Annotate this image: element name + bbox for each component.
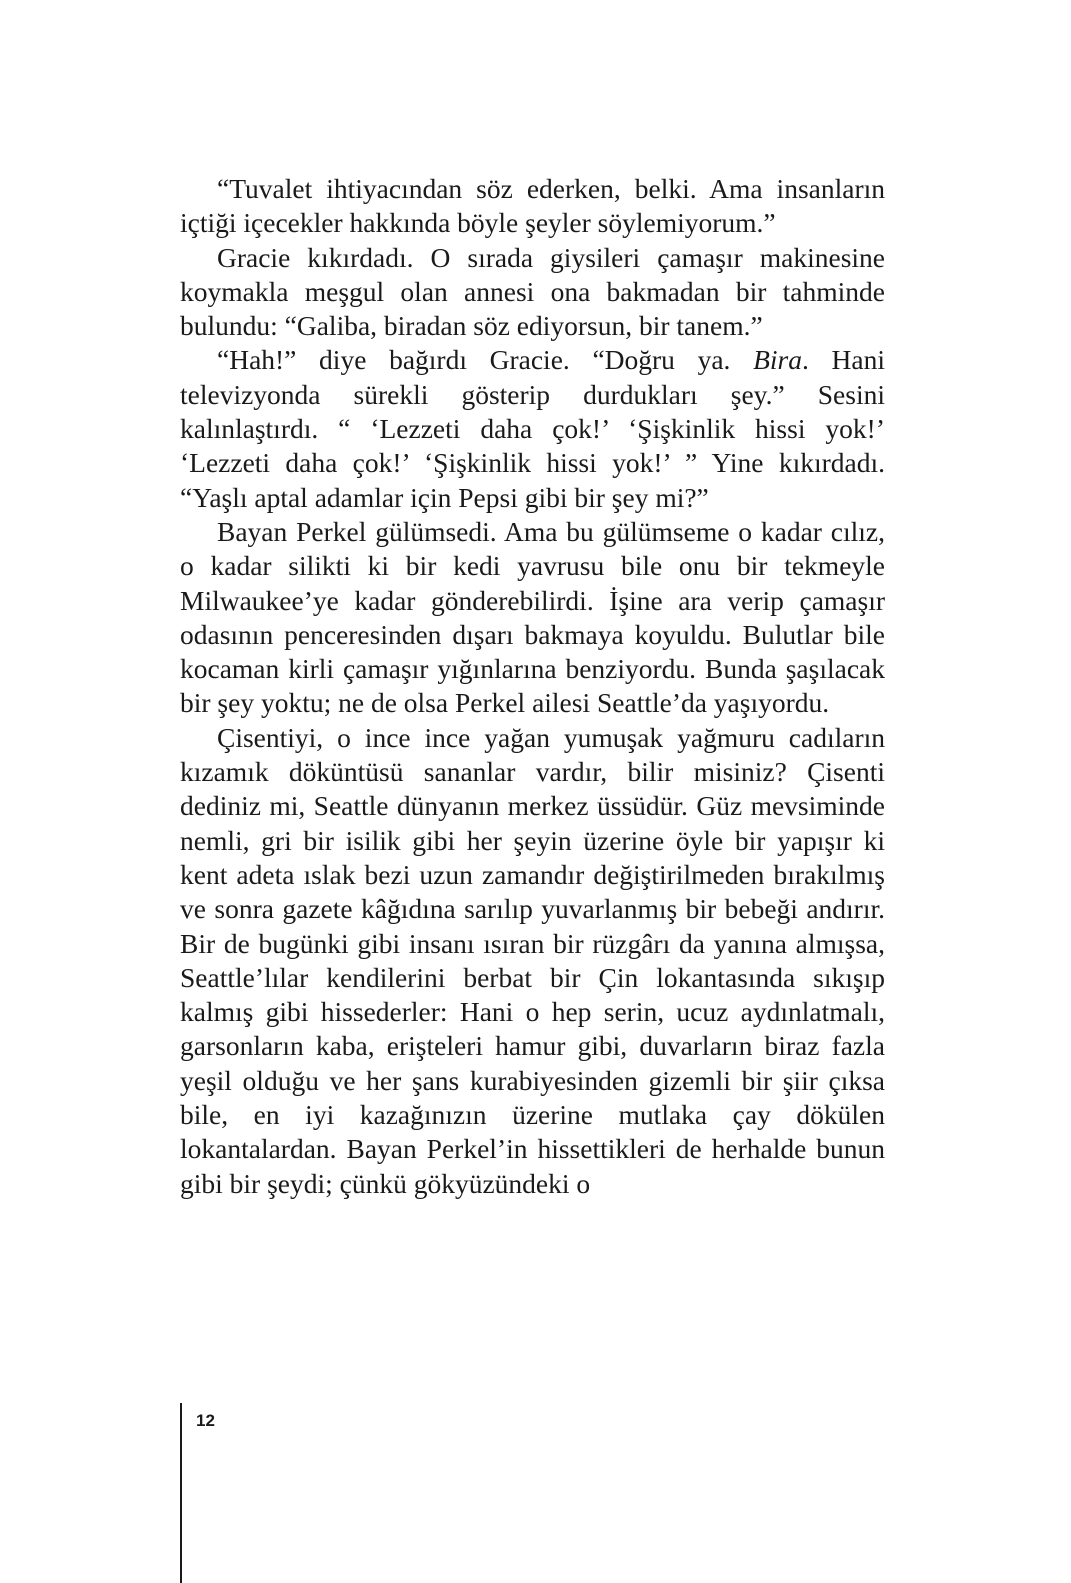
- paragraph-3-text-end: . Hani televizyonda sürekli gösterip durdukları şey.” Sesini kalınlaştırdı. “ ‘Lezzeti daha çok!’ ‘Şişkinlik hissi yok!’ ‘Lezzeti daha çok!’ ‘Şişkinlik hissi yok!’ ” Yine kıkırdadı. “Yaşlı aptal adamlar için Pepsi gibi bir şey mi?”: [180, 344, 885, 513]
- paragraph-1: [180, 172, 885, 241]
- paragraph-3-italic-word: Bira: [753, 344, 802, 376]
- page-number: 12: [196, 1411, 215, 1430]
- paragraph-5-text: Çisentiyi, o ince ince yağan yumuşak yağmuru cadıların kızamık döküntüsü sananlar vardır, bilir misiniz? Çisenti dediniz mi, Seattle dünyanın merkez üssüdür. Güz mevsiminde nemli, gri bir isilik gibi her şeyin üzerine öyle bir yapışır ki kent adeta ıslak bezi uzun zamandır değiştirilmeden bırakılmış ve sonra gazete kâğıdına sarılıp yuvarlanmış bir bebeği andırır. Bir de bugünki gibi insanı ısıran bir rüzgârı da yanına almışsa, Seattle’lılar kendilerini berbat bir Çin lokantasında sıkışıp kalmış gibi hissederler: Hani o hep serin, ucuz aydınlatmalı, garsonların kaba, erişteleri hamur gibi, duvarların biraz fazla yeşil olduğu ve her şans kurabiyesinden gizemli bir şiir çıksa bile, en iyi kazağınızın üzerine mutlaka çay dökülen lokantalardan. Bayan Perkel’in hissettikleri de herhalde bunun gibi bir şeydi; çünkü gökyüzündeki o: [180, 721, 885, 1199]
- paragraph-4: [180, 515, 885, 721]
- footer-vertical-rule: [180, 1403, 182, 1583]
- paragraph-2-text: Gracie kıkırdadı. O sırada giysileri çamaşır makinesine koymakla meşgul olan annesi ona bakmadan bir tahminde bulundu: “Galiba, biradan söz ediyorsun, bir tanem.”: [180, 241, 885, 342]
- paragraph-4-text: Bayan Perkel gülümsedi. Ama bu gülümseme o kadar cılız, o kadar silikti ki bir kedi yavrusu bile onu bir tekmeyle Milwaukee’ye kadar gönderebilirdi. İşine ara verip çamaşır odasının penceresinden dışarı bakmaya koyuldu. Bulutlar bile kocaman kirli çamaşır yığınlarına benziyordu. Bunda şaşılacak bir şey yoktu; ne de olsa Perkel ailesi Seattle’da yaşıyordu.: [180, 515, 885, 719]
- paragraph-3: [180, 343, 885, 514]
- paragraph-5: [180, 721, 885, 1201]
- paragraph-2: [180, 241, 885, 344]
- paragraph-3-text-start: “Hah!” diye bağırdı Gracie. “Doğru ya.: [217, 344, 754, 376]
- paragraph-1-text: “Tuvalet ihtiyacından söz ederken, belki. Ama insanların içtiği içecekler hakkında böyle şeyler söylemiyorum.”: [180, 173, 885, 239]
- body-text: [180, 172, 885, 1201]
